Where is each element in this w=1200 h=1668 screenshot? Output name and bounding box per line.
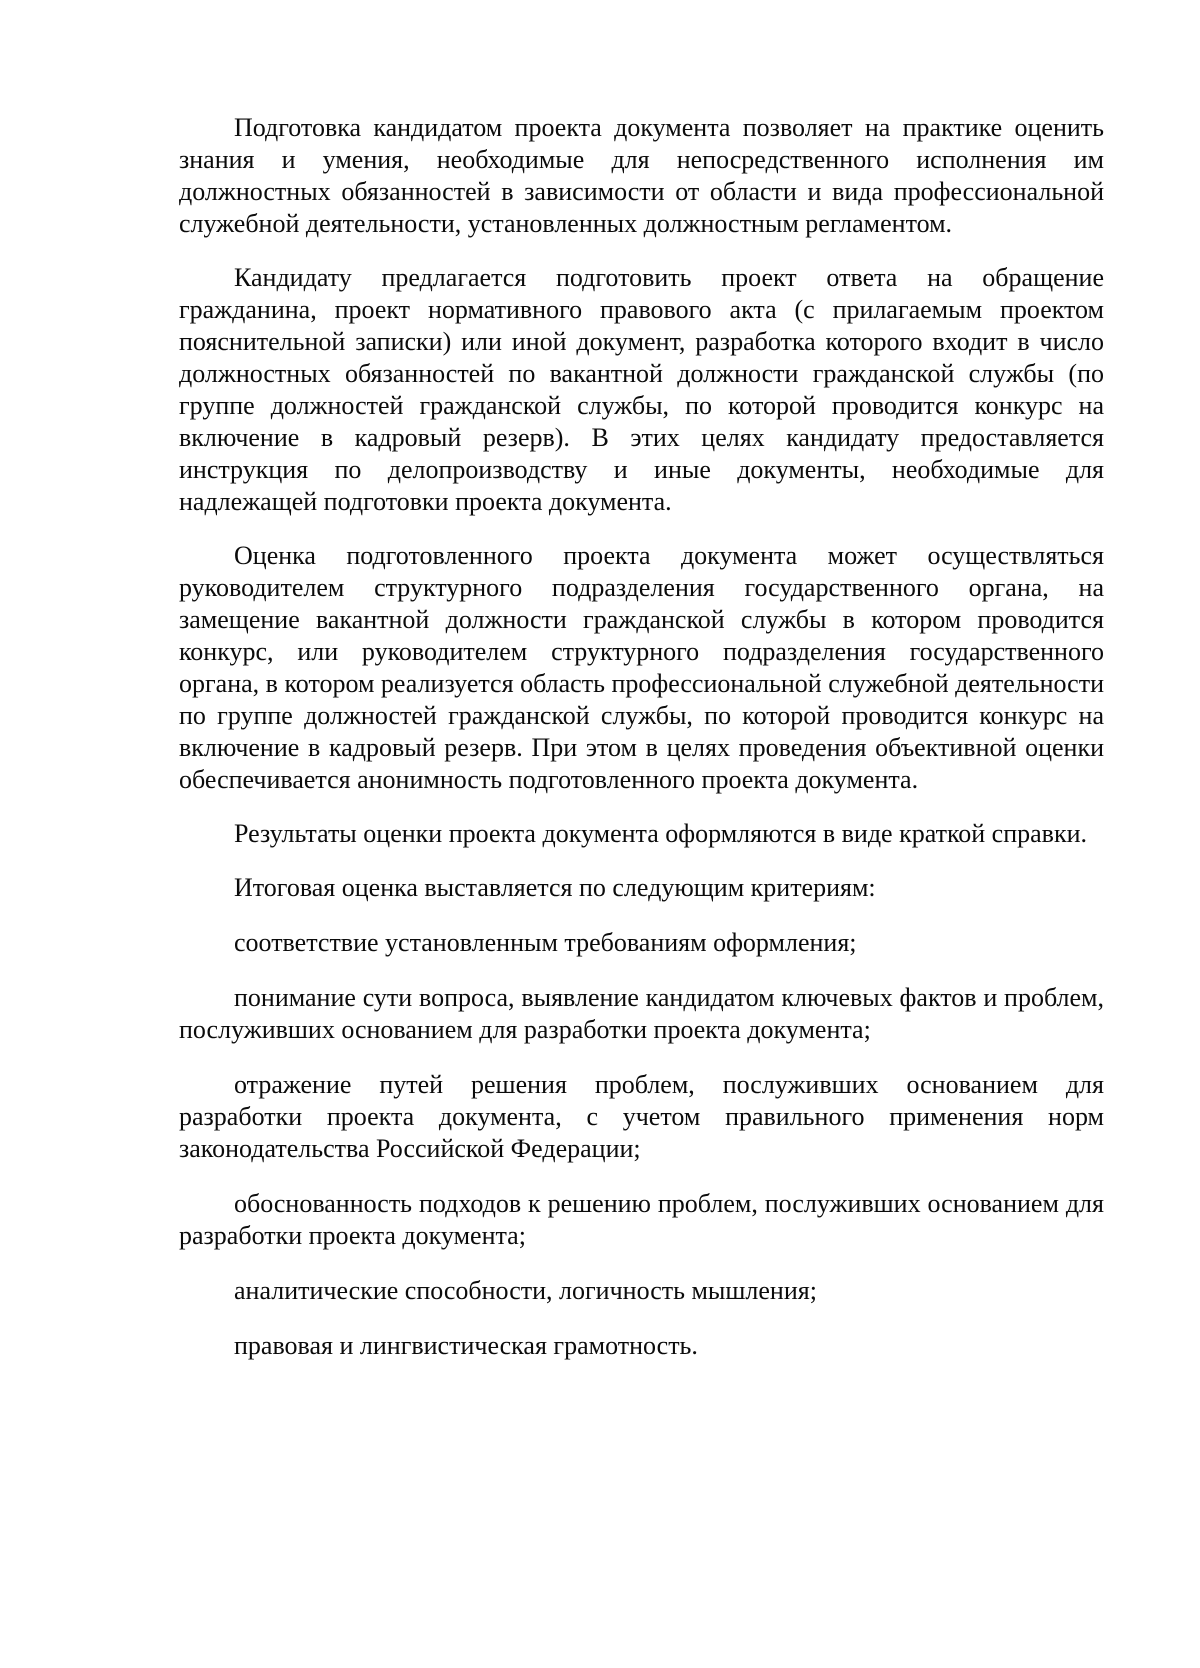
criterion-item: аналитические способности, логичность мышления; [234, 1276, 817, 1305]
paragraph-evaluation: Оценка подготовленного проекта документа может осуществляться руководителем структурного подразделения государственного органа, на замещение вакантной должности гражданской службы в котором проводится конкурс, или руководителем структурного подразделения государственного органа, в котором реализуется область профессиональной служебной деятельности по группе должностей гражданской службы, по которой проводится конкурс на включение в кадровый резерв. При этом в целях проведения объективной оценки обеспечивается анонимность подготовленного проекта документа. [179, 541, 1104, 794]
paragraph-results: Результаты оценки проекта документа оформляются в виде краткой справки. [234, 819, 1087, 848]
criterion-item: правовая и лингвистическая грамотность. [234, 1331, 698, 1360]
criteria-intro: Итоговая оценка выставляется по следующим критериям: [234, 873, 876, 902]
criterion-item: отражение путей решения проблем, послуживших основанием для разработки проекта документа, с учетом правильного применения норм законодательства Российской Федерации; [179, 1070, 1104, 1163]
paragraph-candidate-task: Кандидату предлагается подготовить проект ответа на обращение гражданина, проект нормативного правового акта (с прилагаемым проектом пояснительной записки) или иной документ, разработка которого входит в число должностных обязанностей по вакантной должности гражданской службы (по группе должностей гражданской службы, по которой проводится конкурс на включение в кадровый резерв). В этих целях кандидату предоставляется инструкция по делопроизводству и иные документы, необходимые для надлежащей подготовки проекта документа. [179, 263, 1104, 516]
criterion-item: обоснованность подходов к решению проблем, послуживших основанием для разработки проекта документа; [179, 1189, 1104, 1250]
document-body [179, 112, 1104, 1385]
criterion-item: соответствие установленным требованиям оформления; [234, 928, 857, 957]
paragraph-document-preparation: Подготовка кандидатом проекта документа позволяет на практике оценить знания и умения, необходимые для непосредственного исполнения им должностных обязанностей в зависимости от области и вида профессиональной служебной деятельности, установленных должностным регламентом. [179, 113, 1104, 238]
criterion-item: понимание сути вопроса, выявление кандидатом ключевых фактов и проблем, послуживших основанием для разработки проекта документа; [179, 983, 1104, 1044]
